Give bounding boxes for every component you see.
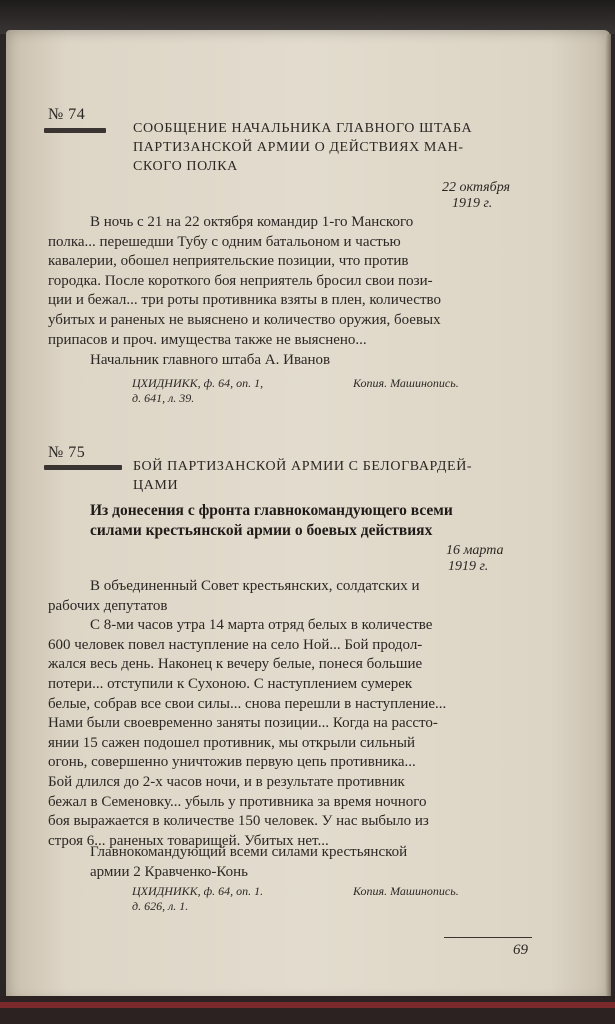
- document-number-underline: [44, 465, 122, 470]
- document-75-body: [48, 577, 534, 851]
- body-line: боя выражается в количестве 150 человек. У нас выбыло из: [48, 813, 429, 830]
- subheading-line: Из донесения с фронта главнокомандующего всеми: [90, 502, 453, 519]
- title-line: ЦАМИ: [133, 478, 179, 493]
- document-74-copy-note: Копия. Машинопись.: [353, 376, 459, 390]
- document-74-body: [48, 213, 532, 350]
- title-line: СКОГО ПОЛКА: [133, 159, 238, 174]
- document-75-title: [133, 457, 472, 495]
- date-line: 1919 г.: [448, 559, 489, 574]
- body-line: припасов и проч. имущества также не выяснено...: [48, 331, 367, 348]
- document-75-archive-ref: [132, 884, 263, 914]
- date-line: 22 октября: [442, 180, 511, 195]
- body-line: В объединенный Совет крестьянских, солдатских и: [90, 578, 420, 594]
- body-line: Нами были своевременно заняты позиции... Когда на рассто-: [48, 715, 438, 732]
- date-line: 16 марта: [446, 543, 504, 558]
- document-number-75: № 75: [48, 444, 86, 461]
- page-number: 69: [513, 942, 528, 958]
- body-line: бежал в Семеновку... убыль у противника за время ночного: [48, 793, 427, 810]
- body-line: жался весь день. Наконец к вечеру белые, понеся большие: [48, 656, 423, 673]
- body-line: ции и бежал... три роты противника взяты в плен, количество: [48, 292, 441, 309]
- body-line: 600 человек повел наступление на село Ной... Бой продол-: [48, 636, 423, 653]
- body-line: белые, собрав все свои силы... снова перешли в наступление...: [48, 695, 447, 712]
- signature-line: армии 2 Кравченко-Конь: [90, 863, 249, 880]
- body-line: полка... перешедши Тубу с одним батальоном и частью: [48, 233, 401, 250]
- subheading-line: силами крестьянской армии о боевых действиях: [90, 522, 433, 539]
- body-line: огонь, совершенно уничтожив первую цепь противника...: [48, 754, 416, 771]
- body-line: В ночь с 21 на 22 октября командир 1-го Манского: [90, 214, 414, 230]
- archive-line: д. 626, л. 1.: [132, 899, 189, 913]
- document-75-copy-note: Копия. Машинопись.: [353, 884, 459, 898]
- document-number-underline: [44, 128, 106, 133]
- page-edge-shadow: [605, 34, 611, 1000]
- archive-line: ЦХИДНИКК, ф. 64, оп. 1.: [132, 884, 264, 898]
- archive-line: д. 641, л. 39.: [132, 391, 195, 405]
- body-line: Бой длился до 2-х часов ночи, и в результате противник: [48, 773, 405, 790]
- body-line: рабочих депутатов: [48, 597, 168, 614]
- page-number-rule: [444, 937, 532, 938]
- body-line: янии 15 сажен подошел противник, мы открыли сильный: [48, 734, 416, 751]
- body-line: потери... отступили к Сухоною. С наступлением сумерек: [48, 675, 413, 692]
- book-cover-edge: [0, 1002, 615, 1008]
- title-line: СООБЩЕНИЕ НАЧАЛЬНИКА ГЛАВНОГО ШТАБА: [133, 121, 473, 136]
- archive-line: ЦХИДНИКК, ф. 64, оп. 1,: [132, 376, 264, 390]
- document-74-title: [133, 119, 472, 176]
- document-number-74: № 74: [48, 106, 86, 123]
- signature-line: Главнокомандующий всеми силами крестьянской: [90, 844, 408, 860]
- document-75-date: [446, 543, 504, 575]
- document-74-archive-ref: [132, 376, 263, 406]
- title-line: ПАРТИЗАНСКОЙ АРМИИ О ДЕЙСТВИЯХ МАН-: [133, 140, 464, 155]
- date-line: 1919 г.: [452, 196, 493, 211]
- scan-top-border: [0, 0, 615, 34]
- scan-bottom-border: [0, 996, 615, 1024]
- document-75-subheading: [90, 501, 453, 541]
- body-line: убитых и раненых не выяснено и количество оружия, боевых: [48, 311, 441, 328]
- body-line: С 8-ми часов утра 14 марта отряд белых в количестве: [90, 617, 433, 634]
- body-line: кавалерии, обошел неприятельские позиции, что против: [48, 253, 409, 270]
- body-line: строя 6... раненых товарищей. Убитых нет...: [48, 832, 329, 849]
- document-75-signature: [90, 843, 407, 882]
- title-line: БОЙ ПАРТИЗАНСКОЙ АРМИИ С БЕЛОГВАРДЕЙ-: [133, 459, 473, 474]
- document-74-date: [442, 180, 510, 212]
- body-line: городка. После короткого боя неприятель бросил свои пози-: [48, 272, 433, 289]
- document-74-signature: Начальник главного штаба А. Иванов: [90, 352, 331, 368]
